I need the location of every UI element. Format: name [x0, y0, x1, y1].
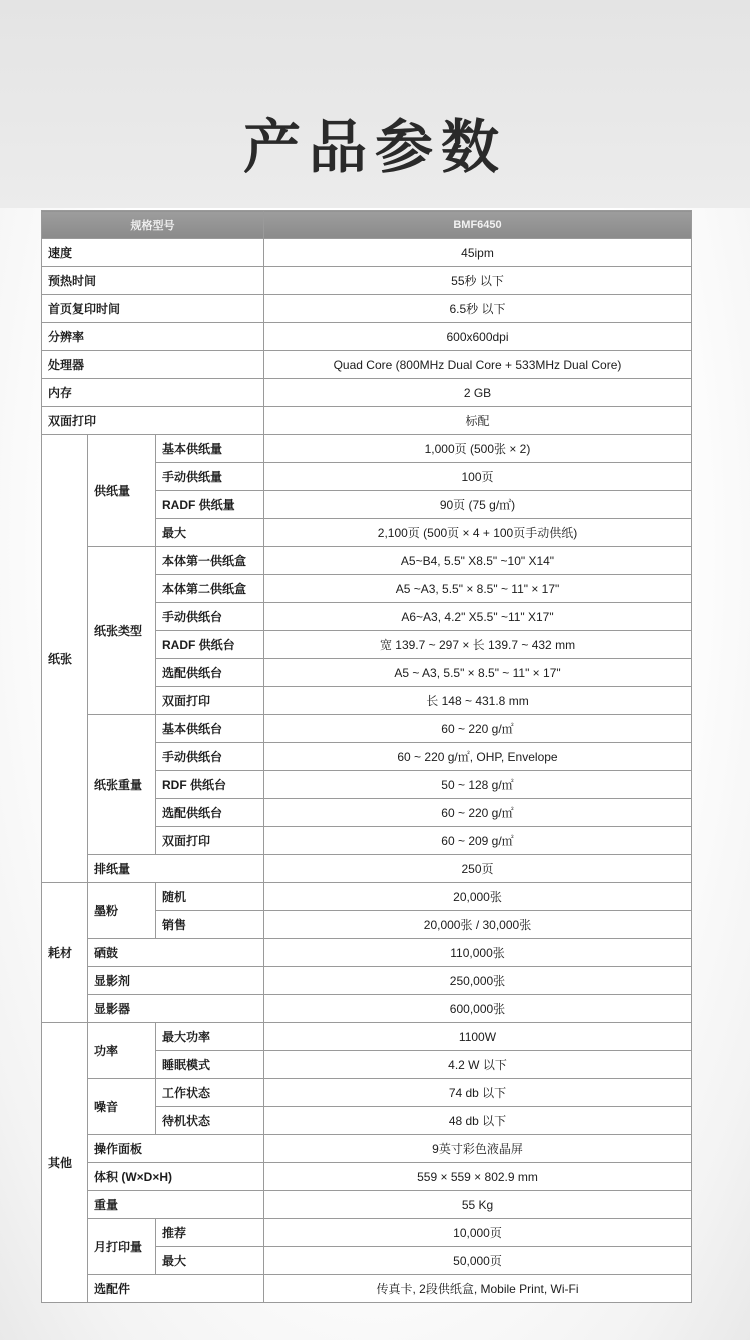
table-row: [42, 435, 692, 463]
row-value: 60 ~ 220 g/㎡: [264, 799, 692, 827]
row-label: 排纸量: [88, 855, 264, 883]
table-row: [42, 379, 692, 407]
row-label: 体积 (W×D×H): [88, 1163, 264, 1191]
row-label: 选配件: [88, 1275, 264, 1303]
table-header-row: [42, 211, 692, 239]
subgroup-label-types: 纸张类型: [88, 547, 156, 715]
table-row: [42, 267, 692, 295]
row-value: 45ipm: [264, 239, 692, 267]
group-label-paper: 纸张: [42, 435, 88, 883]
row-value: 90页 (75 g/㎡): [264, 491, 692, 519]
subgroup-label-supply: 供纸量: [88, 435, 156, 547]
row-label: 显影器: [88, 995, 264, 1023]
spec-table: [41, 210, 692, 1303]
row-value: 2 GB: [264, 379, 692, 407]
table-row: [42, 1275, 692, 1303]
subgroup-label-toner: 墨粉: [88, 883, 156, 939]
table-row: [42, 351, 692, 379]
row-label: 睡眠模式: [156, 1051, 264, 1079]
row-label: 本体第一供纸盒: [156, 547, 264, 575]
row-label: 重量: [88, 1191, 264, 1219]
row-value: 长 148 ~ 431.8 mm: [264, 687, 692, 715]
subgroup-label-noise: 噪音: [88, 1079, 156, 1135]
row-value: 600,000张: [264, 995, 692, 1023]
row-value: 55秒 以下: [264, 267, 692, 295]
table-row: [42, 1219, 692, 1247]
row-label: 最大功率: [156, 1023, 264, 1051]
table-row: [42, 547, 692, 575]
table-row: [42, 715, 692, 743]
row-value: 74 db 以下: [264, 1079, 692, 1107]
row-value: 110,000张: [264, 939, 692, 967]
row-value: 宽 139.7 ~ 297 × 长 139.7 ~ 432 mm: [264, 631, 692, 659]
table-row: [42, 407, 692, 435]
table-row: [42, 1023, 692, 1051]
table-row: [42, 1163, 692, 1191]
table-row: [42, 239, 692, 267]
row-label: 最大: [156, 519, 264, 547]
row-value: 20,000张: [264, 883, 692, 911]
row-value: 2,100页 (500页 × 4 + 100页手动供纸): [264, 519, 692, 547]
row-label: 预热时间: [42, 267, 264, 295]
row-label: 分辨率: [42, 323, 264, 351]
group-label-other: 其他: [42, 1023, 88, 1303]
row-label: 最大: [156, 1247, 264, 1275]
row-label: 首页复印时间: [42, 295, 264, 323]
row-value: A5 ~A3, 5.5" × 8.5" ~ 11" × 17": [264, 575, 692, 603]
row-value: 1,000页 (500张 × 2): [264, 435, 692, 463]
subgroup-label-weight: 纸张重量: [88, 715, 156, 855]
row-label: 处理器: [42, 351, 264, 379]
row-label: 硒鼓: [88, 939, 264, 967]
row-value: 50 ~ 128 g/㎡: [264, 771, 692, 799]
table-row: [42, 295, 692, 323]
subgroup-label-power: 功率: [88, 1023, 156, 1079]
subgroup-label-monthly: 月打印量: [88, 1219, 156, 1275]
row-value: 50,000页: [264, 1247, 692, 1275]
table-row: [42, 855, 692, 883]
row-label: 推荐: [156, 1219, 264, 1247]
row-label: 手动供纸台: [156, 603, 264, 631]
row-value: 48 db 以下: [264, 1107, 692, 1135]
row-value: A5 ~ A3, 5.5" × 8.5" ~ 11" × 17": [264, 659, 692, 687]
group-label-consumables: 耗材: [42, 883, 88, 1023]
table-row: [42, 939, 692, 967]
row-label: 基本供纸量: [156, 435, 264, 463]
row-value: 559 × 559 × 802.9 mm: [264, 1163, 692, 1191]
row-label: 销售: [156, 911, 264, 939]
row-value: 10,000页: [264, 1219, 692, 1247]
row-value: 9英寸彩色液晶屏: [264, 1135, 692, 1163]
row-label: 内存: [42, 379, 264, 407]
row-label: RDF 供纸台: [156, 771, 264, 799]
table-row: [42, 995, 692, 1023]
row-value: 20,000张 / 30,000张: [264, 911, 692, 939]
row-value: A6~A3, 4.2" X5.5" ~11" X17": [264, 603, 692, 631]
row-value: 传真卡, 2段供纸盒, Mobile Print, Wi-Fi: [264, 1275, 692, 1303]
row-label: 手动供纸台: [156, 743, 264, 771]
row-label: 双面打印: [42, 407, 264, 435]
row-value: 250,000张: [264, 967, 692, 995]
page-title: 产品参数: [242, 113, 507, 181]
row-label: 双面打印: [156, 827, 264, 855]
row-value: 4.2 W 以下: [264, 1051, 692, 1079]
row-label: 显影剂: [88, 967, 264, 995]
table-row: [42, 323, 692, 351]
table-row: [42, 967, 692, 995]
header-model: BMF6450: [264, 211, 692, 239]
table-row: [42, 883, 692, 911]
row-label: 选配供纸台: [156, 799, 264, 827]
row-value: 1100W: [264, 1023, 692, 1051]
row-label: RADF 供纸台: [156, 631, 264, 659]
row-label: RADF 供纸量: [156, 491, 264, 519]
row-value: Quad Core (800MHz Dual Core + 533MHz Dual Core): [264, 351, 692, 379]
row-label: 手动供纸量: [156, 463, 264, 491]
row-label: 选配供纸台: [156, 659, 264, 687]
row-value: 60 ~ 220 g/㎡: [264, 715, 692, 743]
row-value: 标配: [264, 407, 692, 435]
row-value: 55 Kg: [264, 1191, 692, 1219]
row-value: 100页: [264, 463, 692, 491]
row-label: 双面打印: [156, 687, 264, 715]
table-row: [42, 1079, 692, 1107]
table-row: [42, 1191, 692, 1219]
row-label: 速度: [42, 239, 264, 267]
row-label: 待机状态: [156, 1107, 264, 1135]
row-value: 600x600dpi: [264, 323, 692, 351]
row-value: 6.5秒 以下: [264, 295, 692, 323]
row-value: 60 ~ 220 g/㎡, OHP, Envelope: [264, 743, 692, 771]
row-label: 操作面板: [88, 1135, 264, 1163]
header-label: 规格型号: [42, 211, 264, 239]
row-label: 基本供纸台: [156, 715, 264, 743]
row-label: 本体第二供纸盒: [156, 575, 264, 603]
row-value: 60 ~ 209 g/㎡: [264, 827, 692, 855]
row-value: 250页: [264, 855, 692, 883]
row-label: 随机: [156, 883, 264, 911]
row-value: A5~B4, 5.5" X8.5" ~10" X14": [264, 547, 692, 575]
row-label: 工作状态: [156, 1079, 264, 1107]
table-row: [42, 1135, 692, 1163]
